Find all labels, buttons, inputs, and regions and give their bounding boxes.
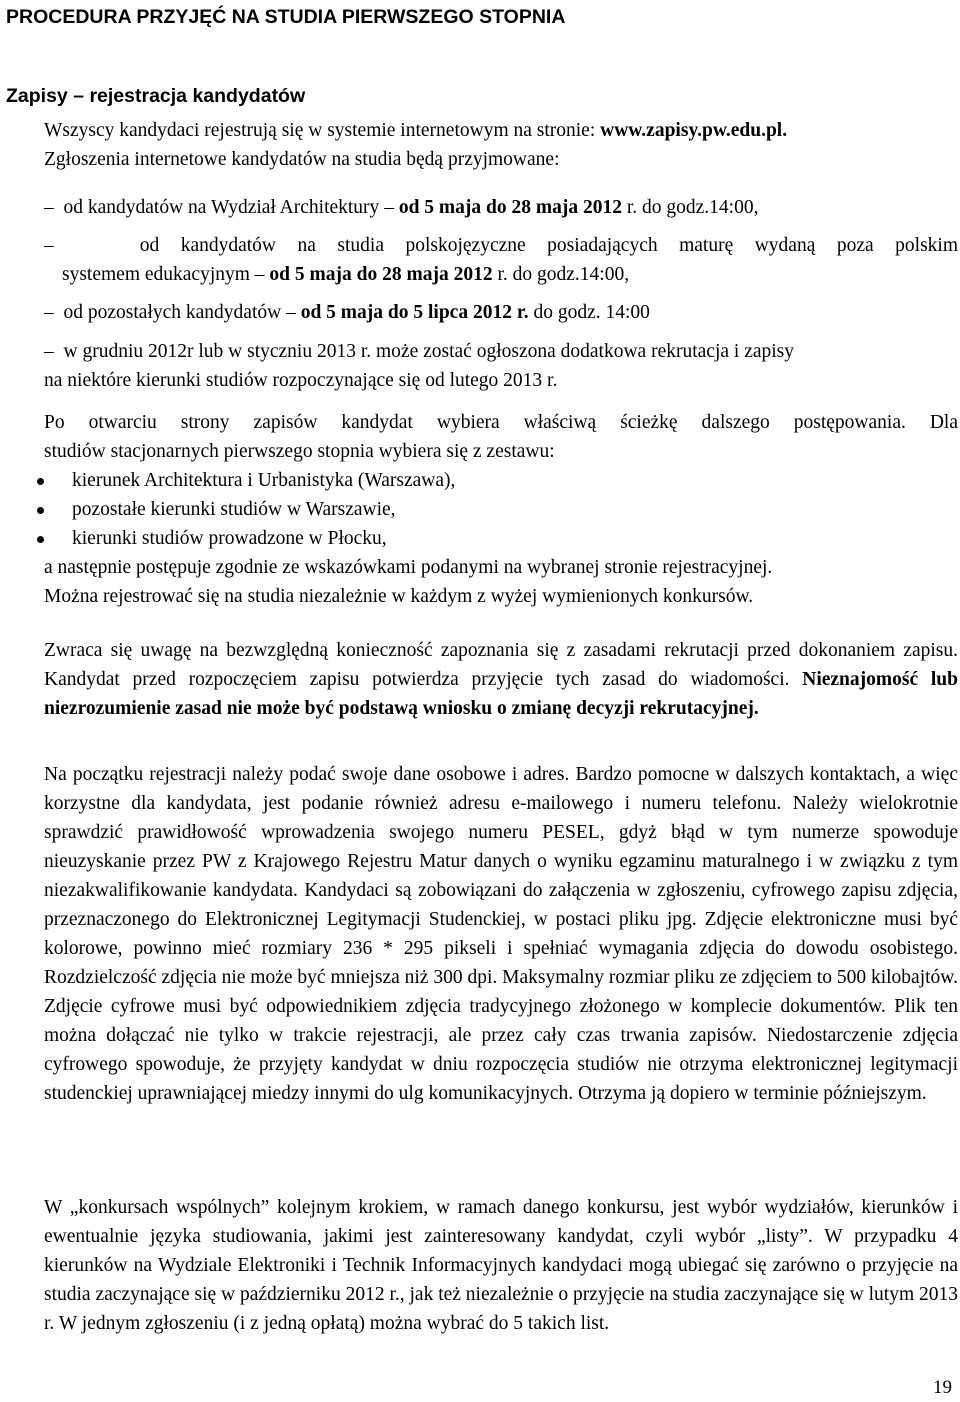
deadline-item-architecture: – od kandydatów na Wydział Architektury – od 5 maja do 28 maja 2012 r. do godz.14:00, xyxy=(44,197,759,218)
deadline-item-additional: – w grudniu 2012r lub w styczniu 2013 r. może zostać ogłoszona dodatkowa rekrutacja i zapisy na niektóre kierunki studiów rozpoczynające się od lutego 2013 r. xyxy=(44,341,795,391)
attention-bold: Nieznajomość lub niezrozumienie zasad nie może być podstawą wniosku o zmianę decyzji rekrutacyjnej. xyxy=(44,669,958,719)
dash-marker: – xyxy=(44,235,54,256)
deadline-item-other: – od pozostałych kandydatów – od 5 maja do 5 lipca 2012 r. do godz. 14:00 xyxy=(44,302,650,323)
joint-competitions-paragraph: W „konkursach wspólnych” kolejnym krokiem, w ramach danego konkursu, jest wybór wydziałów, kierunków i ewentualnie języka studiowania, jakimi jest zainteresowany kandydat, czyli wybór „listy”. W przypadku 4 kierunków na Wydziale Elektroniki i Technik Informacyjnych kandydaci mogą ubiegać się zarówno o przyjęcie na studia zaczynające się w październiku 2012 r., jak też niezależnie o przyjęcie na studia zaczynające się w lutym 2013 r. W jednym zgłoszeniu (i z jedną opłatą) można wybrać do 5 takich list. xyxy=(44,1197,958,1334)
dash-marker: – xyxy=(44,341,54,362)
intro-line-2: Zgłoszenia internetowe kandydatów na studia będą przyjmowane: xyxy=(44,149,560,170)
list-item: kierunek Architektura i Urbanistyka (Warszawa), xyxy=(0,466,958,495)
section-title: Zapisy – rejestracja kandydatów xyxy=(6,85,306,107)
paths-block: Po otwarciu strony zapisów kandydat wybiera właściwą ścieżkę dalszego postępowania. Dla studiów stacjonarnych pierwszego stopnia wybiera się z zestawu: kierunek Architektura i Urbanistyka (Warszawa), pozostałe kierunki studiów w Warszawie, kierunki studiów prowadzone w Płocku, a następnie postępuje zgodnie ze wskazówkami podanymi na wybranej stronie rejestracyjnej. Można rejestrować się na studia niezależnie w każdym z wyżej wymienionych konkursów. xyxy=(44,408,958,611)
dash-marker: – xyxy=(44,302,54,323)
bullet-icon xyxy=(37,478,44,485)
list-item: pozostałe kierunki studiów w Warszawie, xyxy=(0,495,958,524)
bullet-icon xyxy=(37,536,44,543)
list-item: kierunki studiów prowadzone w Płocku, xyxy=(0,524,958,553)
registration-url: www.zapisy.pw.edu.pl. xyxy=(600,120,788,141)
registration-paragraph: Na początku rejestracji należy podać swoje dane osobowe i adres. Bardzo pomocne w dalszych kontaktach, a więc korzystne dla kandydata, jest podanie również adresu e-mailowego i numeru telefonu. Należy wielokrotnie sprawdzić prawidłowość wprowadzenia swojego numeru PESEL, gdyż błąd w tym numerze spowoduje nieuzyskanie przez PW z Krajowego Rejestru Matur danych o wyniku egzaminu maturalnego i w związku z tym niezakwalifikowanie kandydata. Kandydaci są zobowiązani do załączenia w zgłoszeniu, cyfrowego zapisu zdjęcia, przeznaczonego do Elektronicznej Legitymacji Studenckiej, w postaci pliku jpg. Zdjęcie elektroniczne musi być kolorowe, powinno mieć rozmiary 236 * 295 pikseli i spełniać wymagania zdjęcia do dowodu osobistego. Rozdzielczość zdjęcia nie może być mniejsza niż 300 dpi. Maksymalny rozmiar pliku ze zdjęciem to 500 kilobajtów. Zdjęcie cyfrowe musi być odpowiednikiem zdjęcia tradycyjnego złożonego w komplecie dokumentów. Plik ten można dołączać nie tylko w trakcie rejestracji, ale przez cały czas trwania zapisów. Niedostarczenie zdjęcia cyfrowego spowoduje, że przyjęty kandydat w dniu rozpoczęcia studiów nie otrzyma elektronicznej legitymacji studenckiej uprawniającej miedzy innymi do ulg komunikacyjnych. Otrzyma ją dopiero w terminie późniejszym. xyxy=(44,764,958,1104)
intro-line-1: Wszyscy kandydaci rejestrują się w systemie internetowym na stronie: www.zapisy.pw.edu.pl. xyxy=(44,120,788,141)
attention-paragraph: Zwraca się uwagę na bezwzględną konieczność zapoznania się z zasadami rekrutacji przed dokonaniem zapisu. Kandydat przed rozpoczęciem zapisu potwierdza przyjęcie tych zasad do wiadomości. Nieznajomość lub niezrozumienie zasad nie może być podstawą wniosku o zmianę decyzji rekrutacyjnej. xyxy=(44,640,958,719)
dash-marker: – xyxy=(44,197,54,218)
page-number: 19 xyxy=(933,1377,952,1398)
page-title: PROCEDURA PRZYJĘĆ NA STUDIA PIERWSZEGO STOPNIA xyxy=(6,6,566,28)
deadline-item-foreign-matura: – od kandydatów na studia polskojęzyczne posiadających maturę wydaną poza polskim systemem edukacyjnym – od 5 maja do 28 maja 2012 r. do godz.14:00, xyxy=(44,235,958,285)
path-options-list xyxy=(0,466,958,553)
bullet-icon xyxy=(37,507,44,514)
intro-block xyxy=(44,116,958,174)
